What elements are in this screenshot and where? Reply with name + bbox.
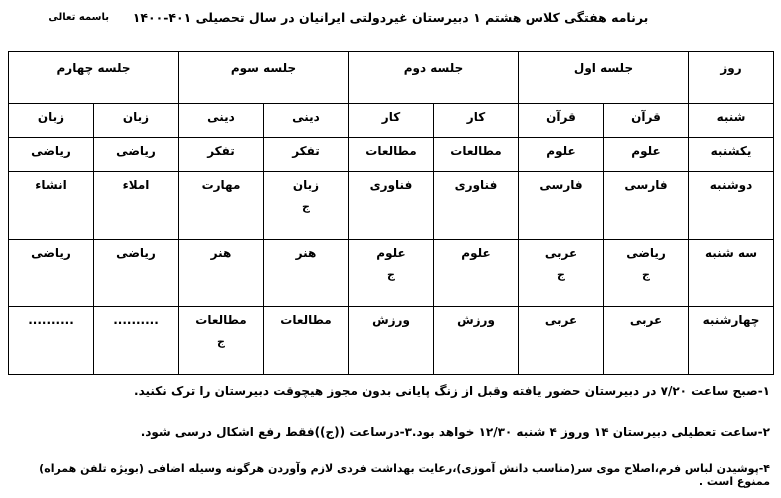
subject-label: ریاضی <box>116 245 156 260</box>
subject-cell <box>434 239 519 307</box>
subject-label: انشاء <box>35 177 67 192</box>
subject-label: مطالعات <box>365 143 417 158</box>
subject-cell <box>519 137 604 171</box>
table-row <box>9 137 774 171</box>
subject-label: .......... <box>113 313 159 328</box>
subject-label: کار <box>381 110 401 124</box>
subject-label: هنر <box>210 245 232 260</box>
header-session-1: جلسه اول <box>519 52 689 104</box>
subject-label: فناوری <box>369 177 413 192</box>
subject-cell <box>349 171 434 239</box>
invocation-text: باسمه تعالی <box>48 12 109 23</box>
day-cell: یکشنبه <box>689 137 774 171</box>
subject-label: ریاضی <box>116 143 156 158</box>
subject-cell <box>9 171 94 239</box>
subject-label: فارسی <box>624 177 668 192</box>
header-day: روز <box>689 52 774 104</box>
header-session-3: جلسه سوم <box>179 52 349 104</box>
subject-label: ریاضی <box>31 143 71 158</box>
subject-cell <box>349 137 434 171</box>
subject-cell <box>94 137 179 171</box>
remedial-mark: ج <box>387 267 395 281</box>
subject-cell <box>264 307 349 375</box>
subject-cell <box>9 239 94 307</box>
subject-label: ورزش <box>457 313 495 328</box>
subject-cell <box>604 307 689 375</box>
subject-label: تفکر <box>292 143 320 158</box>
subject-cell <box>179 137 264 171</box>
subject-label: علوم <box>461 245 491 260</box>
note-1: ۱-صبح ساعت ۷/۲۰ در دبیرستان حضور یافته وقبل از زنگ پایانی بدون مجوز هیچوقت دبیرستان را ترک نکنید. <box>134 384 770 398</box>
subject-cell <box>349 104 434 138</box>
subject-label: قرآن <box>546 110 576 124</box>
header-row <box>9 52 774 104</box>
subject-cell <box>94 171 179 239</box>
subject-label: عربی <box>544 245 578 260</box>
subject-cell <box>94 104 179 138</box>
subject-label: ورزش <box>372 313 410 328</box>
subject-cell <box>94 239 179 307</box>
subject-label: عربی <box>629 313 663 328</box>
subject-cell <box>604 137 689 171</box>
subject-label: مهارت <box>201 177 241 192</box>
schedule-body <box>9 104 774 375</box>
subject-cell <box>264 239 349 307</box>
weekly-schedule-table <box>8 51 774 375</box>
remedial-mark: ج <box>217 335 225 349</box>
table-row <box>9 171 774 239</box>
subject-cell <box>264 104 349 138</box>
table-row <box>9 307 774 375</box>
subject-cell <box>434 171 519 239</box>
subject-label: ریاضی <box>31 245 71 260</box>
day-cell: سه شنبه <box>689 239 774 307</box>
subject-label: فارسی <box>539 177 583 192</box>
subject-cell <box>434 137 519 171</box>
subject-cell <box>179 104 264 138</box>
subject-label: مطالعات <box>450 143 502 158</box>
subject-label: املاء <box>122 177 150 192</box>
subject-label: علوم <box>546 143 576 158</box>
note-3: ۴-پوشیدن لباس فرم،اصلاح موی سر(مناسب دانش آموزی)،رعایت بهداشت فردی لازم وآوردن هرگونه وسیله اضافی (بویژه تلفن همراه) ممنوع است . <box>39 462 770 488</box>
day-cell: دوشنبه <box>689 171 774 239</box>
subject-label: کار <box>466 110 486 124</box>
subject-cell <box>434 104 519 138</box>
subject-cell <box>179 171 264 239</box>
header <box>0 4 781 32</box>
subject-label: علوم <box>631 143 661 158</box>
subject-label: زبان <box>122 110 150 124</box>
subject-cell <box>349 239 434 307</box>
subject-label: .......... <box>28 313 74 328</box>
subject-cell <box>9 307 94 375</box>
subject-cell <box>604 104 689 138</box>
subject-label: علوم <box>376 245 406 260</box>
subject-label: تفکر <box>207 143 235 158</box>
day-cell: چهارشنبه <box>689 307 774 375</box>
subject-cell <box>519 104 604 138</box>
subject-label: مطالعات <box>195 313 247 328</box>
subject-cell <box>264 171 349 239</box>
remedial-mark: ج <box>302 199 310 213</box>
subject-cell <box>9 104 94 138</box>
subject-label: زبان <box>292 177 320 192</box>
table-row <box>9 104 774 138</box>
note-2: ۲-ساعت تعطیلی دبیرستان ۱۴ وروز ۴ شنبه ۱۲/۳۰ خواهد بود.۳-درساعت ((ج))فقط رفع اشکال درسی شود. <box>140 425 770 439</box>
subject-label: مطالعات <box>280 313 332 328</box>
day-cell: شنبه <box>689 104 774 138</box>
subject-cell <box>519 171 604 239</box>
header-session-2: جلسه دوم <box>349 52 519 104</box>
remedial-mark: ج <box>642 267 650 281</box>
subject-label: ریاضی <box>626 245 666 260</box>
subject-cell <box>179 307 264 375</box>
subject-cell <box>519 307 604 375</box>
page-title: برنامه هفتگی کلاس هشتم ۱ دبیرستان غیردولتی ایرانیان در سال تحصیلی ۴۰۱-۱۴۰۰ <box>132 10 649 25</box>
subject-cell <box>604 239 689 307</box>
subject-label: زبان <box>37 110 65 124</box>
subject-label: فناوری <box>454 177 498 192</box>
subject-cell <box>264 137 349 171</box>
subject-cell <box>9 137 94 171</box>
subject-cell <box>519 239 604 307</box>
subject-cell <box>94 307 179 375</box>
subject-label: قرآن <box>631 110 661 124</box>
subject-label: دینی <box>292 110 320 124</box>
subject-label: هنر <box>295 245 317 260</box>
header-session-4: جلسه چهارم <box>9 52 179 104</box>
subject-cell <box>434 307 519 375</box>
subject-cell <box>349 307 434 375</box>
remedial-mark: ج <box>557 267 565 281</box>
table-row <box>9 239 774 307</box>
subject-cell <box>604 171 689 239</box>
subject-label: عربی <box>544 313 578 328</box>
subject-label: دینی <box>207 110 235 124</box>
subject-cell <box>179 239 264 307</box>
